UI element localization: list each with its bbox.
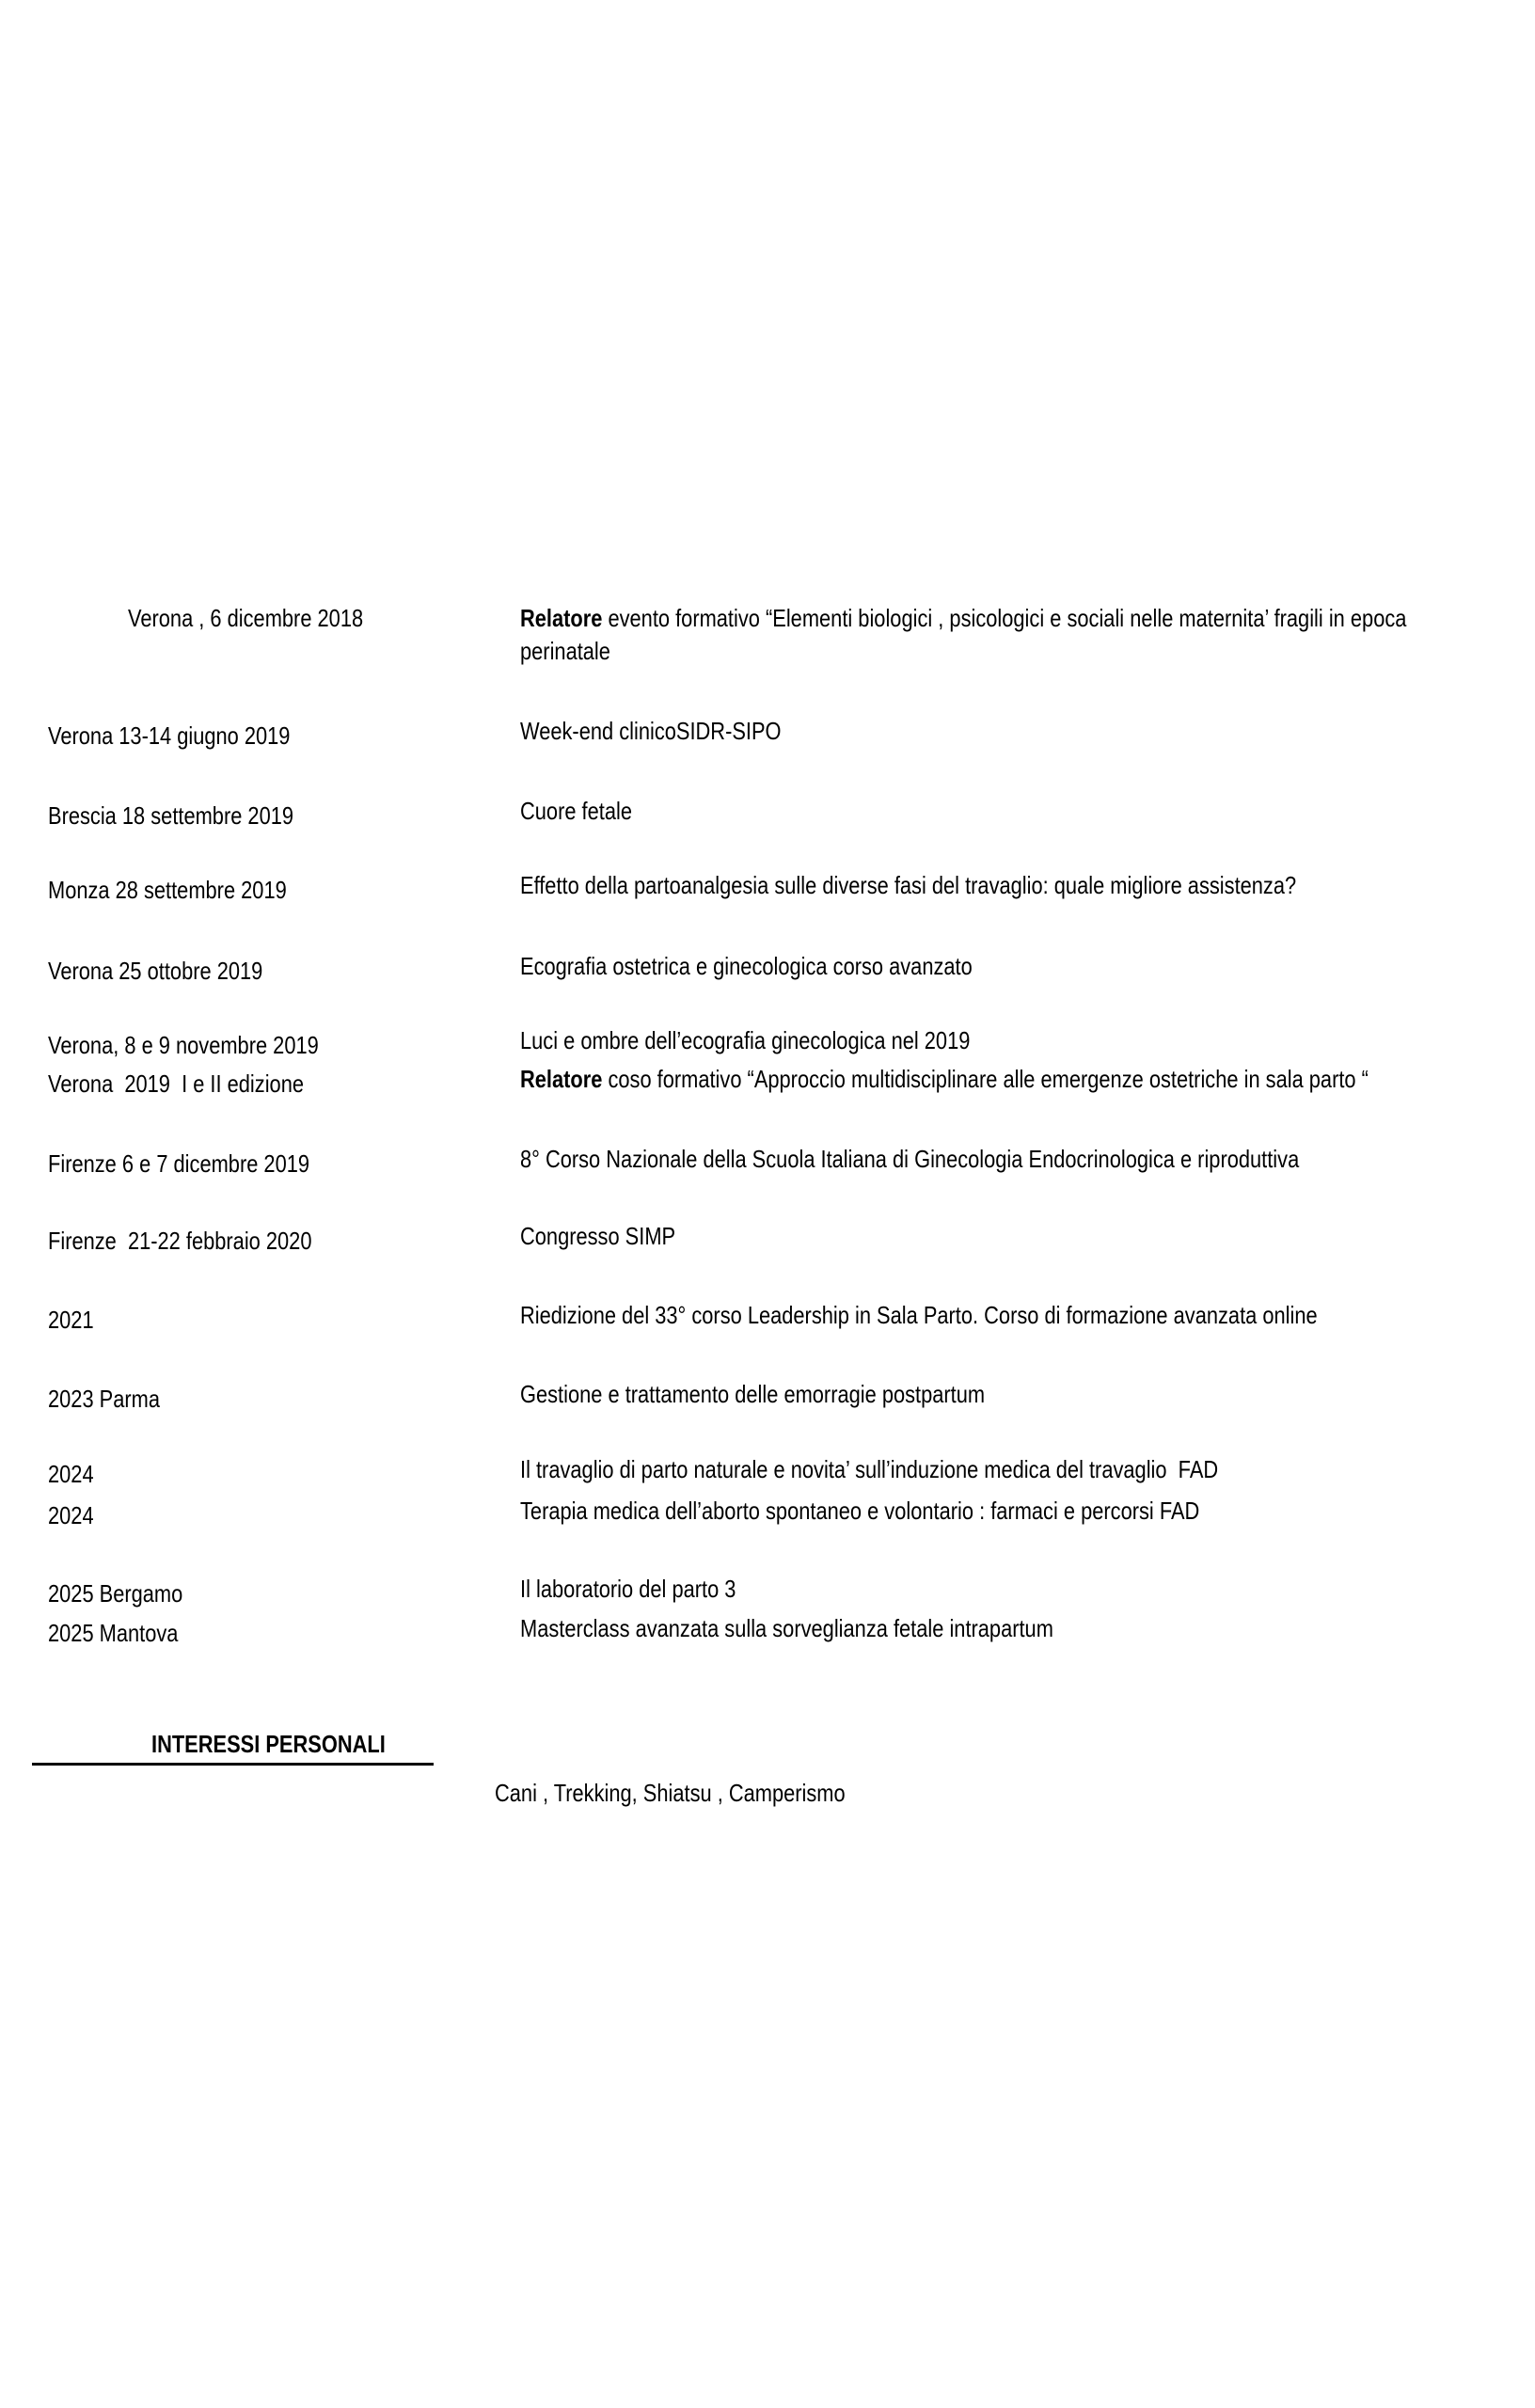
- entry-description-text: coso formativo “Approccio multidisciplinare alle emergenze ostetriche in sala parto “: [602, 1065, 1369, 1093]
- timeline-row: [0, 1220, 1535, 1258]
- entry-description: [520, 1024, 1535, 1057]
- timeline-row: [0, 1143, 1535, 1180]
- entry-date-text: Brescia 18 settembre 2019: [48, 801, 294, 830]
- entry-description: [520, 1453, 1535, 1486]
- timeline-row: [0, 950, 1535, 988]
- entry-description: [520, 1573, 1535, 1606]
- entry-date: [0, 1378, 520, 1416]
- entry-date: [0, 795, 520, 832]
- entry-date-text: 2024: [48, 1460, 94, 1488]
- entry-date-text: 2025 Bergamo: [48, 1579, 183, 1608]
- entry-description-text: Il laboratorio del parto 3: [520, 1575, 736, 1603]
- timeline-row: [0, 1495, 1535, 1532]
- entry-date: [0, 1063, 520, 1101]
- entry-date: [0, 715, 520, 752]
- entry-description: [520, 602, 1535, 668]
- interests-section-heading: [151, 1728, 430, 1761]
- entry-description-text: Ecografia ostetrica e ginecologica corso avanzato: [520, 952, 973, 980]
- entry-description-text: Terapia medica dell’aborto spontaneo e volontario : farmaci e percorsi FAD: [520, 1497, 1200, 1525]
- entry-date: [0, 1495, 520, 1532]
- entry-description-text: 8° Corso Nazionale della Scuola Italiana di Ginecologia Endocrinologica e riproduttiva: [520, 1145, 1300, 1173]
- timeline-row: [0, 602, 1535, 668]
- entry-date-text: Verona 2019 I e II edizione: [48, 1069, 304, 1098]
- entry-date-text: Verona , 6 dicembre 2018: [128, 604, 364, 632]
- entry-description-text: Il travaglio di parto naturale e novita’ sull’induzione medica del travaglio FAD: [520, 1455, 1219, 1483]
- interests-list: [495, 1777, 912, 1810]
- entry-description: [520, 950, 1535, 983]
- entry-date-text: Firenze 6 e 7 dicembre 2019: [48, 1149, 310, 1178]
- entry-date: [0, 1612, 520, 1650]
- entry-description-text: Effetto della partoanalgesia sulle diverse fasi del travaglio: quale migliore assistenza?: [520, 871, 1297, 899]
- timeline-row: [0, 1378, 1535, 1416]
- timeline-row: [0, 869, 1535, 907]
- interests-list-text: Cani , Trekking, Shiatsu , Camperismo: [495, 1779, 846, 1807]
- entry-role-bold: Relatore: [520, 1065, 603, 1093]
- entry-description: [520, 869, 1535, 902]
- entry-date-text: Verona 25 ottobre 2019: [48, 957, 263, 985]
- entry-date: [0, 1220, 520, 1258]
- timeline-row: [0, 1024, 1535, 1062]
- entry-date: [0, 602, 520, 635]
- timeline-row: [0, 715, 1535, 752]
- entry-date: [0, 950, 520, 988]
- entry-date: [0, 1453, 520, 1491]
- entry-date: [0, 1143, 520, 1180]
- entry-description: [520, 795, 1535, 828]
- entry-description: [520, 715, 1535, 748]
- entry-description: [520, 1612, 1535, 1645]
- entry-description-text: Gestione e trattamento delle emorragie postpartum: [520, 1380, 986, 1408]
- entry-description-text: Luci e ombre dell’ecografia ginecologica nel 2019: [520, 1026, 971, 1054]
- entry-description: [520, 1143, 1535, 1176]
- entry-description-text: Cuore fetale: [520, 797, 632, 825]
- timeline-row: [0, 1453, 1535, 1491]
- entry-description: [520, 1495, 1535, 1528]
- timeline-row: [0, 1063, 1535, 1101]
- entry-description: [520, 1299, 1535, 1332]
- interests-heading-text: INTERESSI PERSONALI: [151, 1730, 386, 1758]
- entry-description-text: Week-end clinicoSIDR-SIPO: [520, 717, 782, 745]
- entry-date-text: 2024: [48, 1501, 94, 1529]
- entry-role-bold: Relatore: [520, 604, 603, 632]
- entry-date-text: Firenze 21-22 febbraio 2020: [48, 1227, 312, 1255]
- entry-description: [520, 1220, 1535, 1253]
- timeline-row: [0, 1612, 1535, 1650]
- entry-date: [0, 1573, 520, 1610]
- entry-date-text: 2021: [48, 1306, 94, 1334]
- entry-description: [520, 1378, 1535, 1411]
- entry-description-text: evento formativo “Elementi biologici , psicologici e sociali nelle maternita’ fragili in epoca perinatale: [520, 604, 1413, 665]
- entry-date: [0, 1299, 520, 1337]
- entry-description-text: Riedizione del 33° corso Leadership in Sala Parto. Corso di formazione avanzata online: [520, 1301, 1318, 1329]
- timeline-row: [0, 1573, 1535, 1610]
- timeline-row: [0, 1299, 1535, 1337]
- entry-date-text: 2023 Parma: [48, 1385, 160, 1413]
- entry-date-text: Monza 28 settembre 2019: [48, 876, 287, 904]
- entry-description-text: Congresso SIMP: [520, 1222, 676, 1250]
- entry-date: [0, 1024, 520, 1062]
- interests-heading-underline: [32, 1763, 434, 1766]
- entry-date: [0, 869, 520, 907]
- timeline-row: [0, 795, 1535, 832]
- entry-date-text: Verona, 8 e 9 novembre 2019: [48, 1031, 319, 1059]
- entry-date-text: 2025 Mantova: [48, 1619, 179, 1647]
- entry-date-text: Verona 13-14 giugno 2019: [48, 721, 291, 750]
- entry-description-text: Masterclass avanzata sulla sorveglianza fetale intrapartum: [520, 1614, 1053, 1642]
- entry-description: [520, 1063, 1535, 1096]
